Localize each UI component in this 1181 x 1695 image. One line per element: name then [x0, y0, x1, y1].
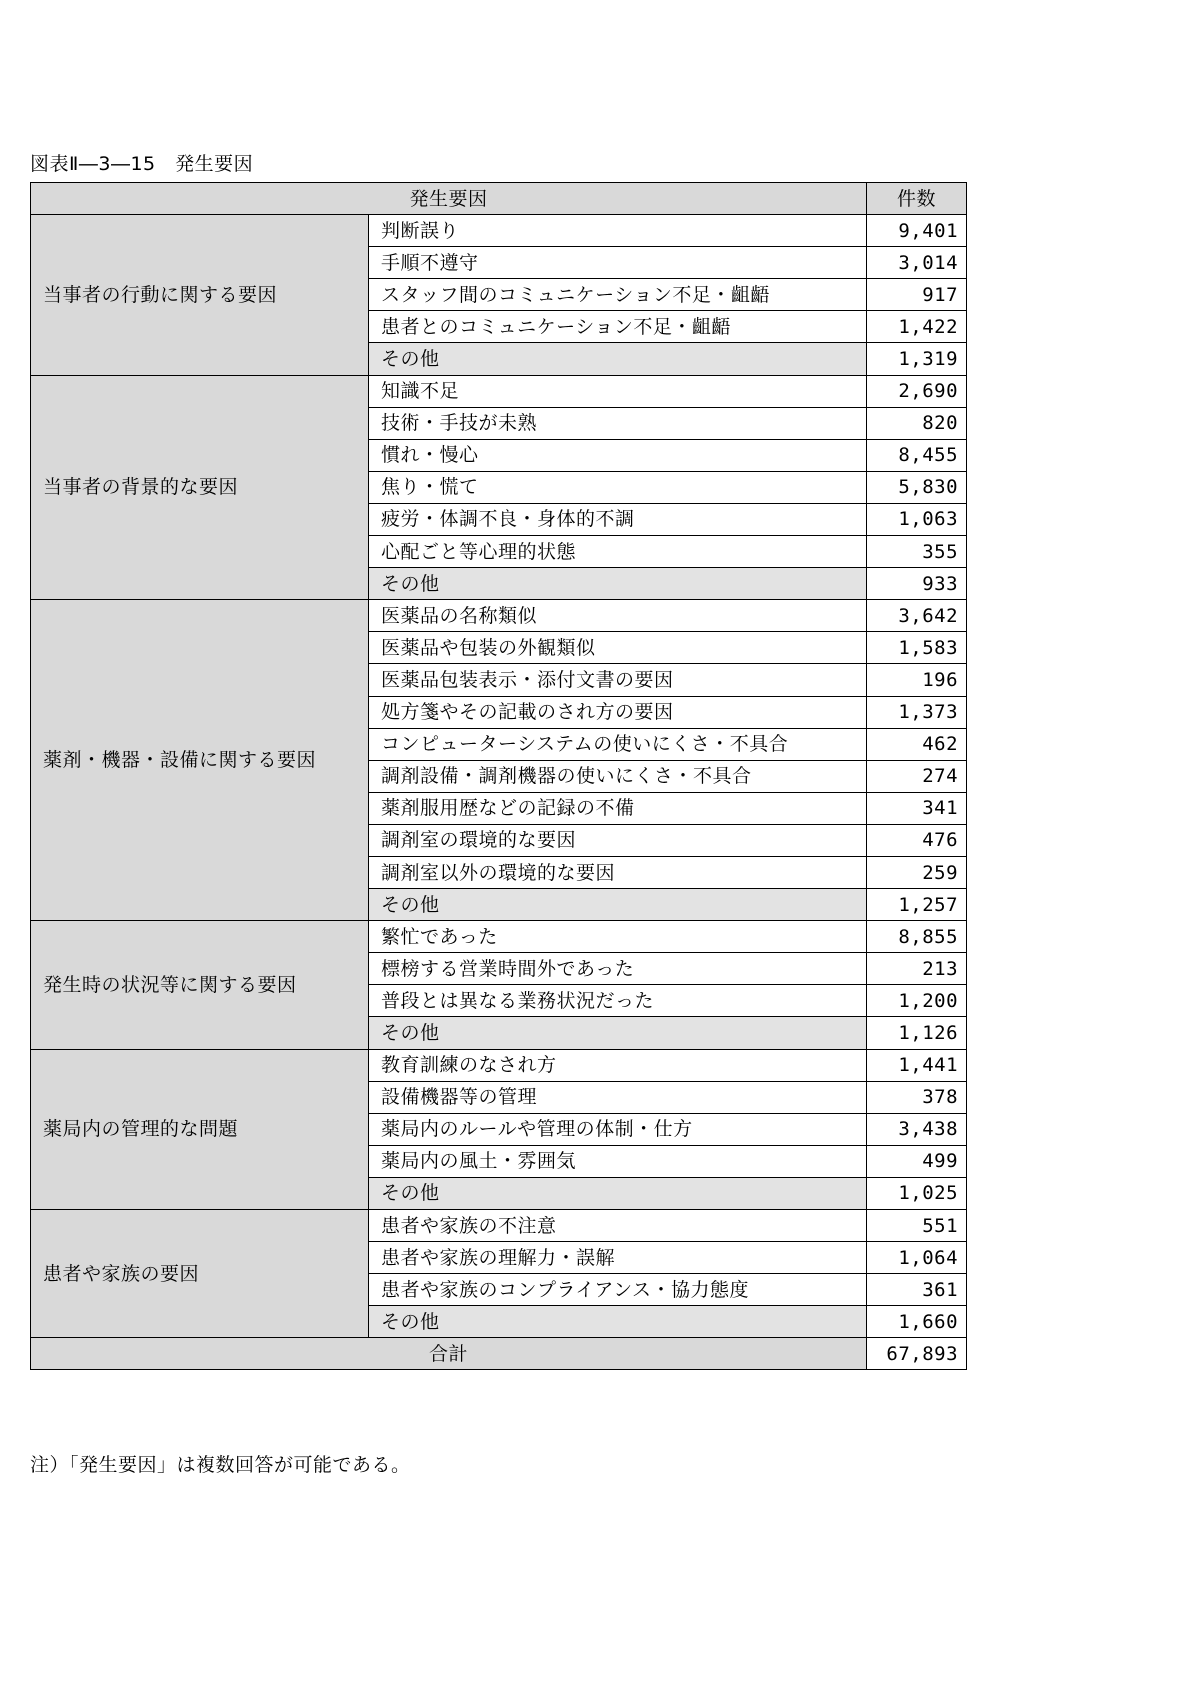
factor-label-cell: 慣れ・慢心 [369, 439, 867, 471]
factor-label-cell: 設備機器等の管理 [369, 1081, 867, 1113]
factor-label-cell: 疲労・体調不良・身体的不調 [369, 503, 867, 535]
factor-label-cell: 教育訓練のなされ方 [369, 1049, 867, 1081]
factor-label-cell: 患者や家族のコンプライアンス・協力態度 [369, 1274, 867, 1306]
figure-title: 図表Ⅱ―3―15 発生要因 [30, 153, 254, 175]
count-cell: 1,583 [867, 632, 967, 664]
factor-label-cell: 焦り・慌て [369, 471, 867, 503]
count-cell: 2,690 [867, 375, 967, 407]
count-cell: 5,830 [867, 471, 967, 503]
count-cell: 1,126 [867, 1017, 967, 1049]
factor-label-cell: 標榜する営業時間外であった [369, 953, 867, 985]
factor-label-cell: 心配ごと等心理的状態 [369, 536, 867, 568]
factor-label-cell: 医薬品の名称類似 [369, 600, 867, 632]
count-cell: 499 [867, 1145, 967, 1177]
table-row [31, 215, 967, 247]
factor-label-cell: 手順不遵守 [369, 247, 867, 279]
factor-label-cell: 技術・手技が未熟 [369, 407, 867, 439]
count-cell: 1,025 [867, 1177, 967, 1209]
count-cell: 3,014 [867, 247, 967, 279]
count-cell: 1,200 [867, 985, 967, 1017]
factor-table [30, 182, 967, 1370]
category-cell: 薬局内の管理的な問題 [31, 1049, 369, 1209]
count-cell: 361 [867, 1274, 967, 1306]
factor-label-cell: 患者や家族の理解力・誤解 [369, 1242, 867, 1274]
count-cell: 213 [867, 953, 967, 985]
factor-label-cell: 薬局内のルールや管理の体制・仕方 [369, 1113, 867, 1145]
table-body [31, 215, 967, 1338]
count-cell: 341 [867, 792, 967, 824]
total-label: 合計 [31, 1338, 867, 1370]
factor-label-cell: スタッフ間のコミュニケーション不足・齟齬 [369, 279, 867, 311]
count-cell: 1,257 [867, 889, 967, 921]
count-cell: 1,422 [867, 311, 967, 343]
factor-label-cell: 判断誤り [369, 215, 867, 247]
count-cell: 917 [867, 279, 967, 311]
count-cell: 476 [867, 824, 967, 856]
table-row [31, 1049, 967, 1081]
count-cell: 196 [867, 664, 967, 696]
factor-label-cell: 繁忙であった [369, 921, 867, 953]
table-row [31, 921, 967, 953]
category-cell: 患者や家族の要因 [31, 1210, 369, 1338]
factor-label-cell: コンピューターシステムの使いにくさ・不具合 [369, 728, 867, 760]
table-row [31, 600, 967, 632]
factor-label-cell: その他 [369, 343, 867, 375]
factor-label-cell: 知識不足 [369, 375, 867, 407]
count-cell: 8,455 [867, 439, 967, 471]
factor-label-cell: 普段とは異なる業務状況だった [369, 985, 867, 1017]
factor-label-cell: 調剤室の環境的な要因 [369, 824, 867, 856]
category-cell: 発生時の状況等に関する要因 [31, 921, 369, 1049]
table-row [31, 375, 967, 407]
header-factor: 発生要因 [31, 183, 867, 215]
count-cell: 820 [867, 407, 967, 439]
factor-label-cell: その他 [369, 1017, 867, 1049]
factor-label-cell: 医薬品包装表示・添付文書の要因 [369, 664, 867, 696]
factor-label-cell: 患者とのコミュニケーション不足・齟齬 [369, 311, 867, 343]
factor-label-cell: その他 [369, 1306, 867, 1338]
category-cell: 当事者の行動に関する要因 [31, 215, 369, 375]
count-cell: 259 [867, 856, 967, 888]
category-cell: 薬剤・機器・設備に関する要因 [31, 600, 369, 921]
factor-label-cell: その他 [369, 568, 867, 600]
table-header-row [31, 183, 967, 215]
total-count: 67,893 [867, 1338, 967, 1370]
count-cell: 462 [867, 728, 967, 760]
category-cell: 当事者の背景的な要因 [31, 375, 369, 600]
count-cell: 3,438 [867, 1113, 967, 1145]
factor-label-cell: その他 [369, 1177, 867, 1209]
count-cell: 1,441 [867, 1049, 967, 1081]
factor-label-cell: 薬局内の風土・雰囲気 [369, 1145, 867, 1177]
count-cell: 551 [867, 1210, 967, 1242]
count-cell: 1,319 [867, 343, 967, 375]
count-cell: 933 [867, 568, 967, 600]
factor-label-cell: 調剤設備・調剤機器の使いにくさ・不具合 [369, 760, 867, 792]
count-cell: 3,642 [867, 600, 967, 632]
factor-label-cell: 調剤室以外の環境的な要因 [369, 856, 867, 888]
factor-label-cell: 医薬品や包装の外観類似 [369, 632, 867, 664]
count-cell: 1,660 [867, 1306, 967, 1338]
count-cell: 1,064 [867, 1242, 967, 1274]
count-cell: 1,063 [867, 503, 967, 535]
count-cell: 378 [867, 1081, 967, 1113]
table-row [31, 1210, 967, 1242]
count-cell: 9,401 [867, 215, 967, 247]
factor-label-cell: その他 [369, 889, 867, 921]
factor-label-cell: 患者や家族の不注意 [369, 1210, 867, 1242]
count-cell: 355 [867, 536, 967, 568]
factor-label-cell: 処方箋やその記載のされ方の要因 [369, 696, 867, 728]
count-cell: 274 [867, 760, 967, 792]
footnote: 注）「発生要因」は複数回答が可能である。 [30, 1454, 411, 1476]
header-count: 件数 [867, 183, 967, 215]
total-row [31, 1338, 967, 1370]
count-cell: 1,373 [867, 696, 967, 728]
count-cell: 8,855 [867, 921, 967, 953]
factor-label-cell: 薬剤服用歴などの記録の不備 [369, 792, 867, 824]
